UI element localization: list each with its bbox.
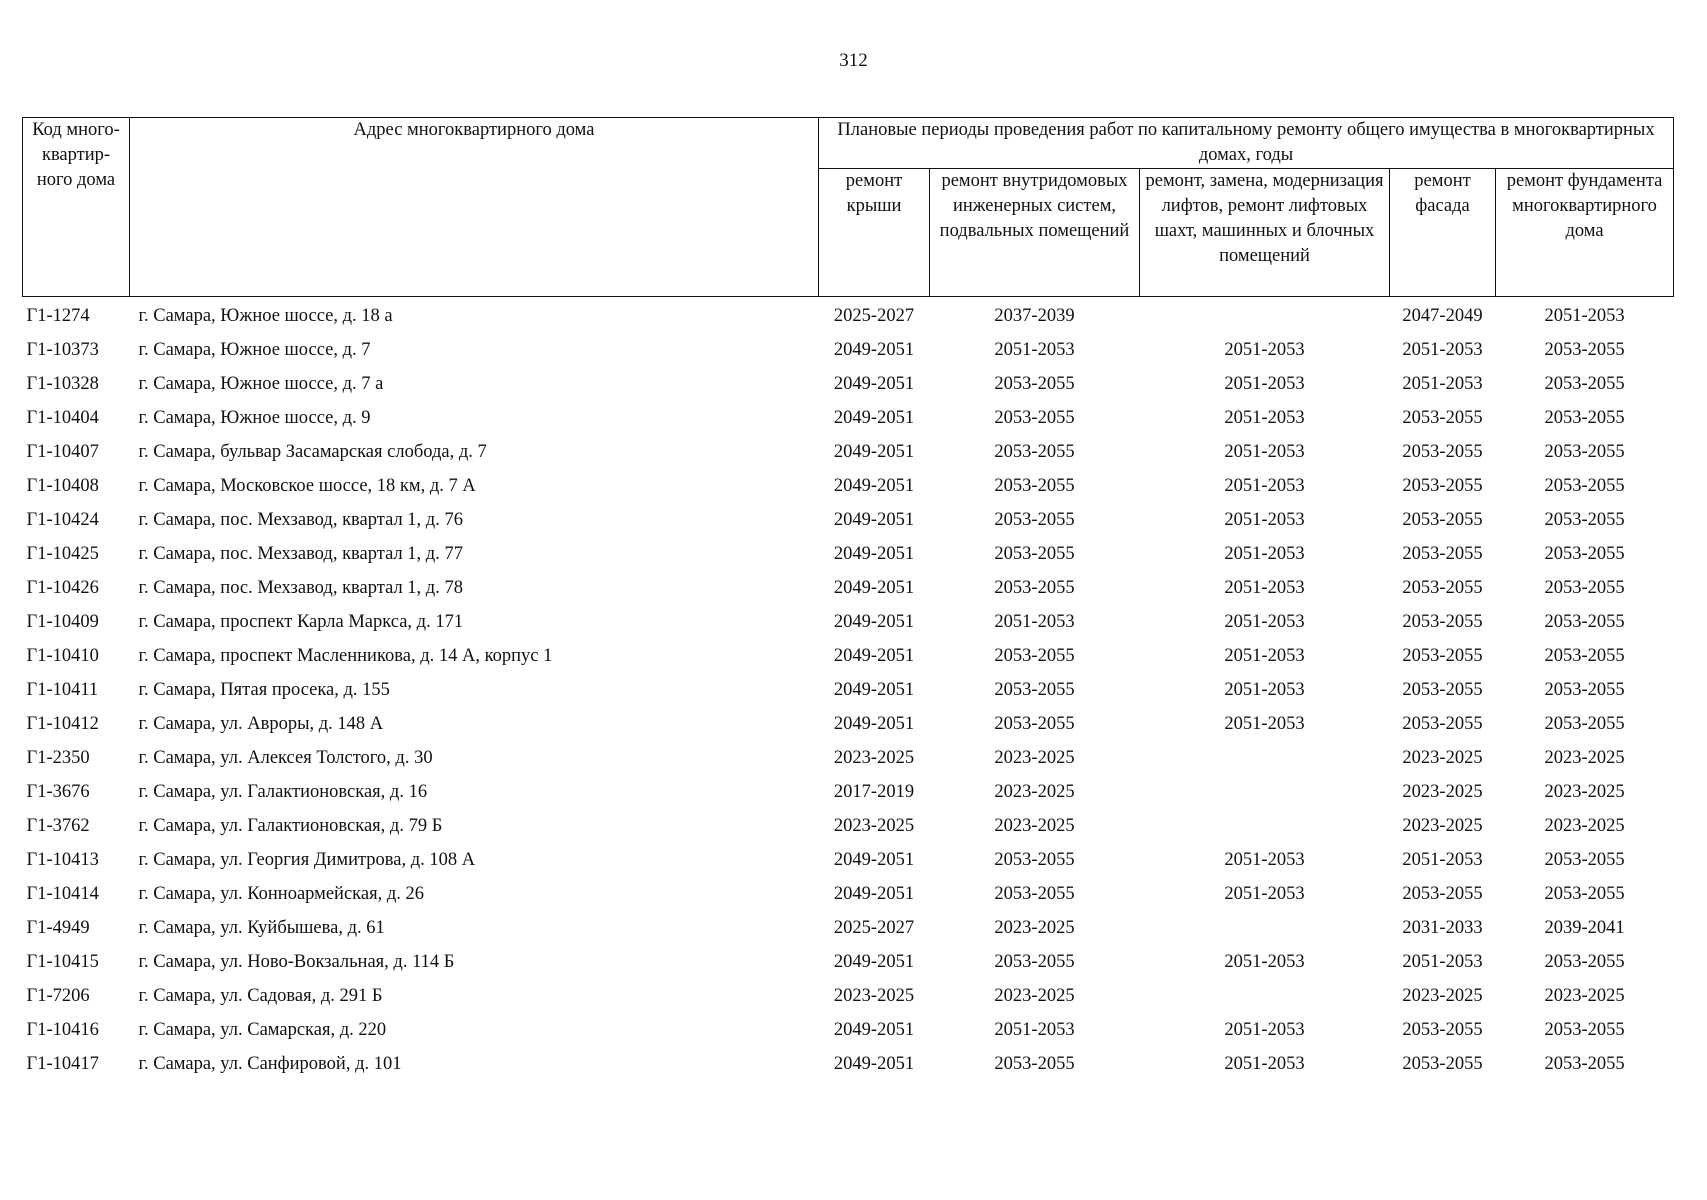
cell-lifts: [1140, 741, 1390, 775]
cell-foundation: 2053-2055: [1544, 407, 1625, 428]
cell-facade: 2023-2025: [1402, 781, 1483, 802]
cell-roof: 2025-2027: [833, 917, 915, 938]
cell-address: г. Самара, ул. Куйбышева, д. 61: [138, 917, 385, 938]
cell-code: Г1-3762: [26, 815, 90, 836]
cell-code: Г1-10415: [26, 951, 99, 972]
cell-roof: 2049-2051: [833, 611, 915, 632]
cell-engineering: 2023-2025: [994, 747, 1075, 768]
cell-engineering: 2023-2025: [994, 917, 1075, 938]
cell-address: г. Самара, Южное шоссе, д. 9: [138, 407, 371, 428]
cell-facade: 2053-2055: [1402, 645, 1483, 666]
cell-code: Г1-10410: [26, 645, 99, 666]
cell-facade: 2053-2055: [1402, 577, 1483, 598]
table-row: [23, 843, 1674, 877]
header-foundation: ремонт фундамента многоквартирного дома: [1496, 169, 1674, 297]
header-planned-periods: Плановые периоды проведения работ по капитальному ремонту общего имущества в многоквартирных домах, годы: [819, 118, 1674, 169]
cell-foundation: 2053-2055: [1544, 645, 1625, 666]
cell-address: г. Самара, ул. Конноармейская, д. 26: [138, 883, 424, 904]
cell-engineering: 2037-2039: [994, 305, 1075, 326]
cell-foundation: 2053-2055: [1544, 611, 1625, 632]
cell-lifts: [1140, 979, 1390, 1013]
cell-code: Г1-10412: [26, 713, 99, 734]
table-row: [23, 469, 1674, 503]
cell-foundation: 2053-2055: [1544, 577, 1625, 598]
cell-foundation: 2053-2055: [1544, 1053, 1625, 1074]
cell-lifts: 2051-2053: [1224, 645, 1305, 666]
cell-roof: 2049-2051: [833, 645, 915, 666]
cell-foundation: 2053-2055: [1544, 373, 1625, 394]
cell-engineering: 2053-2055: [994, 509, 1075, 530]
cell-code: Г1-10404: [26, 407, 99, 428]
cell-roof: 2023-2025: [833, 985, 915, 1006]
cell-foundation: 2053-2055: [1544, 441, 1625, 462]
cell-facade: 2051-2053: [1402, 339, 1483, 360]
cell-address: г. Самара, Московское шоссе, 18 км, д. 7 А: [138, 475, 476, 496]
table-row: [23, 809, 1674, 843]
cell-engineering: 2051-2053: [994, 1019, 1075, 1040]
cell-code: Г1-10426: [26, 577, 99, 598]
cell-roof: 2049-2051: [833, 543, 915, 564]
cell-address: г. Самара, ул. Галактионовская, д. 79 Б: [138, 815, 443, 836]
cell-code: Г1-10417: [26, 1053, 99, 1074]
cell-lifts: 2051-2053: [1224, 339, 1305, 360]
table-row: [23, 775, 1674, 809]
cell-facade: 2047-2049: [1402, 305, 1483, 326]
cell-address: г. Самара, Южное шоссе, д. 7: [138, 339, 371, 360]
cell-engineering: 2023-2025: [994, 781, 1075, 802]
cell-address: г. Самара, проспект Масленникова, д. 14 А, корпус 1: [138, 645, 553, 666]
cell-facade: 2051-2053: [1402, 849, 1483, 870]
capital-repair-schedule-table: [22, 117, 1674, 1081]
page-number: 312: [839, 50, 868, 71]
cell-lifts: 2051-2053: [1224, 713, 1305, 734]
cell-engineering: 2053-2055: [994, 951, 1075, 972]
table-row: [23, 537, 1674, 571]
cell-address: г. Самара, проспект Карла Маркса, д. 171: [138, 611, 464, 632]
table-row: [23, 639, 1674, 673]
cell-facade: 2053-2055: [1402, 475, 1483, 496]
cell-foundation: 2053-2055: [1544, 1019, 1625, 1040]
cell-facade: 2051-2053: [1402, 951, 1483, 972]
cell-code: Г1-10407: [26, 441, 99, 462]
cell-foundation: 2023-2025: [1544, 747, 1625, 768]
table-row: [23, 945, 1674, 979]
cell-code: Г1-10328: [26, 373, 99, 394]
cell-address: г. Самара, пос. Мехзавод, квартал 1, д. 78: [138, 577, 463, 598]
cell-foundation: 2053-2055: [1544, 951, 1625, 972]
cell-roof: 2049-2051: [833, 951, 915, 972]
cell-facade: 2023-2025: [1402, 815, 1483, 836]
cell-facade: 2031-2033: [1402, 917, 1483, 938]
cell-engineering: 2053-2055: [994, 475, 1075, 496]
cell-facade: 2053-2055: [1402, 1053, 1483, 1074]
cell-code: Г1-10373: [26, 339, 99, 360]
table-row: [23, 297, 1674, 334]
cell-roof: 2049-2051: [833, 407, 915, 428]
cell-roof: 2049-2051: [833, 441, 915, 462]
cell-lifts: 2051-2053: [1224, 543, 1305, 564]
cell-address: г. Самара, ул. Алексея Толстого, д. 30: [138, 747, 433, 768]
table-row: [23, 605, 1674, 639]
cell-roof: 2049-2051: [833, 713, 915, 734]
header-facade: ремонт фасада: [1390, 169, 1496, 297]
table-row: [23, 1047, 1674, 1081]
table-row: [23, 877, 1674, 911]
cell-facade: 2053-2055: [1402, 407, 1483, 428]
cell-lifts: 2051-2053: [1224, 883, 1305, 904]
cell-roof: 2049-2051: [833, 373, 915, 394]
cell-engineering: 2053-2055: [994, 407, 1075, 428]
cell-lifts: [1140, 911, 1390, 945]
cell-address: г. Самара, ул. Георгия Димитрова, д. 108 А: [138, 849, 476, 870]
cell-roof: 2023-2025: [833, 747, 915, 768]
cell-address: г. Самара, пос. Мехзавод, квартал 1, д. 76: [138, 509, 463, 530]
cell-lifts: 2051-2053: [1224, 373, 1305, 394]
cell-address: г. Самара, Южное шоссе, д. 7 а: [138, 373, 384, 394]
cell-foundation: 2053-2055: [1544, 713, 1625, 734]
cell-code: Г1-10424: [26, 509, 99, 530]
cell-foundation: 2053-2055: [1544, 509, 1625, 530]
cell-engineering: 2053-2055: [994, 849, 1075, 870]
header-engineering: ремонт внутридомовых инженерных систем, подвальных помещений: [930, 169, 1140, 297]
cell-facade: 2053-2055: [1402, 543, 1483, 564]
cell-code: Г1-10411: [26, 679, 99, 700]
cell-address: г. Самара, ул. Самарская, д. 220: [138, 1019, 387, 1040]
table-header: [23, 118, 1674, 297]
cell-lifts: 2051-2053: [1224, 441, 1305, 462]
table-row: [23, 503, 1674, 537]
cell-code: Г1-10416: [26, 1019, 99, 1040]
cell-roof: 2049-2051: [833, 339, 915, 360]
table-row: [23, 673, 1674, 707]
cell-lifts: 2051-2053: [1224, 679, 1305, 700]
cell-lifts: 2051-2053: [1224, 407, 1305, 428]
cell-engineering: 2023-2025: [994, 815, 1075, 836]
table-row: [23, 741, 1674, 775]
cell-roof: 2049-2051: [833, 475, 915, 496]
cell-engineering: 2053-2055: [994, 441, 1075, 462]
cell-engineering: 2053-2055: [994, 1053, 1075, 1074]
cell-foundation: 2023-2025: [1544, 781, 1625, 802]
cell-engineering: 2053-2055: [994, 713, 1075, 734]
cell-address: г. Самара, ул. Ново-Вокзальная, д. 114 Б: [138, 951, 455, 972]
cell-lifts: [1140, 809, 1390, 843]
cell-lifts: 2051-2053: [1224, 1019, 1305, 1040]
cell-facade: 2053-2055: [1402, 509, 1483, 530]
cell-foundation: 2023-2025: [1544, 815, 1625, 836]
cell-facade: 2053-2055: [1402, 441, 1483, 462]
cell-roof: 2023-2025: [833, 815, 915, 836]
cell-address: г. Самара, ул. Галактионовская, д. 16: [138, 781, 428, 802]
cell-facade: 2053-2055: [1402, 679, 1483, 700]
cell-lifts: [1140, 297, 1390, 334]
header-address: Адрес многоквартирного дома: [130, 118, 819, 297]
cell-engineering: 2053-2055: [994, 543, 1075, 564]
cell-facade: 2053-2055: [1402, 713, 1483, 734]
cell-code: Г1-10408: [26, 475, 99, 496]
cell-lifts: 2051-2053: [1224, 1053, 1305, 1074]
cell-lifts: 2051-2053: [1224, 611, 1305, 632]
table-row: [23, 401, 1674, 435]
cell-foundation: 2023-2025: [1544, 985, 1625, 1006]
table-row: [23, 979, 1674, 1013]
cell-roof: 2017-2019: [833, 781, 915, 802]
cell-address: г. Самара, ул. Санфировой, д. 101: [138, 1053, 402, 1074]
cell-foundation: 2053-2055: [1544, 849, 1625, 870]
cell-engineering: 2053-2055: [994, 373, 1075, 394]
header-lifts: ремонт, замена, модернизация лифтов, ремонт лифтовых шахт, машинных и блочных помещений: [1140, 169, 1390, 297]
cell-facade: 2053-2055: [1402, 883, 1483, 904]
cell-roof: 2049-2051: [833, 577, 915, 598]
table-row: [23, 571, 1674, 605]
cell-facade: 2053-2055: [1402, 1019, 1483, 1040]
cell-roof: 2049-2051: [833, 883, 915, 904]
table-row: [23, 911, 1674, 945]
cell-address: г. Самара, ул. Авроры, д. 148 А: [138, 713, 384, 734]
header-row-top: [23, 118, 1674, 169]
cell-engineering: 2053-2055: [994, 883, 1075, 904]
cell-roof: 2049-2051: [833, 849, 915, 870]
cell-facade: 2053-2055: [1402, 611, 1483, 632]
cell-address: г. Самара, бульвар Засамарская слобода, д. 7: [138, 441, 487, 462]
table-row: [23, 435, 1674, 469]
cell-engineering: 2053-2055: [994, 645, 1075, 666]
cell-code: Г1-1274: [26, 305, 90, 326]
cell-address: г. Самара, ул. Садовая, д. 291 Б: [138, 985, 383, 1006]
schedule-table-container: [22, 117, 1673, 1081]
cell-engineering: 2053-2055: [994, 577, 1075, 598]
cell-foundation: 2053-2055: [1544, 475, 1625, 496]
cell-code: Г1-10425: [26, 543, 99, 564]
cell-lifts: 2051-2053: [1224, 577, 1305, 598]
table-row: [23, 333, 1674, 367]
cell-engineering: 2051-2053: [994, 339, 1075, 360]
cell-foundation: 2053-2055: [1544, 883, 1625, 904]
cell-code: Г1-2350: [26, 747, 90, 768]
cell-lifts: 2051-2053: [1224, 849, 1305, 870]
header-roof: ремонт крыши: [819, 169, 930, 297]
cell-code: Г1-4949: [26, 917, 90, 938]
cell-address: г. Самара, Южное шоссе, д. 18 а: [138, 305, 393, 326]
cell-lifts: 2051-2053: [1224, 951, 1305, 972]
cell-facade: 2023-2025: [1402, 985, 1483, 1006]
cell-foundation: 2053-2055: [1544, 679, 1625, 700]
cell-roof: 2025-2027: [833, 305, 915, 326]
cell-foundation: 2039-2041: [1544, 917, 1625, 938]
cell-engineering: 2023-2025: [994, 985, 1075, 1006]
cell-foundation: 2053-2055: [1544, 339, 1625, 360]
cell-foundation: 2053-2055: [1544, 543, 1625, 564]
cell-code: Г1-10413: [26, 849, 99, 870]
header-code: Код много-квартир-ного дома: [23, 118, 130, 297]
cell-address: г. Самара, пос. Мехзавод, квартал 1, д. 77: [138, 543, 463, 564]
table-row: [23, 367, 1674, 401]
cell-address: г. Самара, Пятая просека, д. 155: [138, 679, 390, 700]
cell-lifts: 2051-2053: [1224, 475, 1305, 496]
cell-facade: 2023-2025: [1402, 747, 1483, 768]
cell-engineering: 2053-2055: [994, 679, 1075, 700]
cell-code: Г1-3676: [26, 781, 90, 802]
table-row: [23, 707, 1674, 741]
cell-code: Г1-10414: [26, 883, 99, 904]
cell-facade: 2051-2053: [1402, 373, 1483, 394]
cell-roof: 2049-2051: [833, 679, 915, 700]
table-body: [23, 297, 1674, 1082]
cell-roof: 2049-2051: [833, 1053, 915, 1074]
cell-roof: 2049-2051: [833, 509, 915, 530]
cell-roof: 2049-2051: [833, 1019, 915, 1040]
cell-lifts: 2051-2053: [1224, 509, 1305, 530]
cell-code: Г1-10409: [26, 611, 99, 632]
cell-lifts: [1140, 775, 1390, 809]
cell-foundation: 2051-2053: [1544, 305, 1625, 326]
cell-code: Г1-7206: [26, 985, 90, 1006]
cell-engineering: 2051-2053: [994, 611, 1075, 632]
table-row: [23, 1013, 1674, 1047]
